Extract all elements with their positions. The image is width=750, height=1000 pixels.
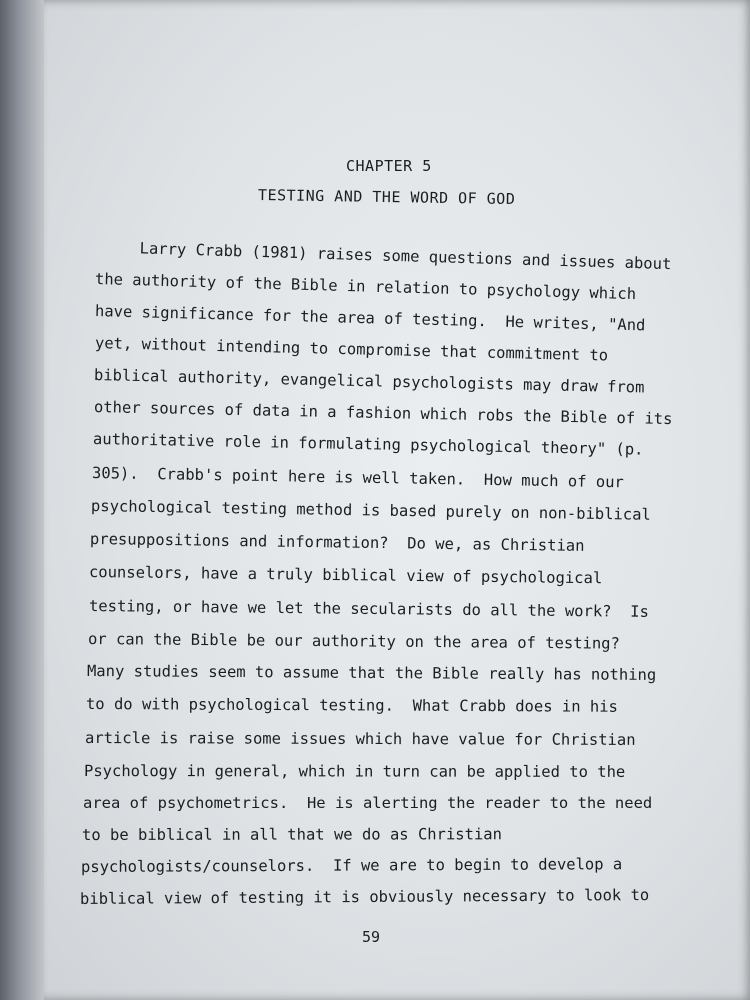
- body-line-8: 305). Crabb's point here is well taken. How much of our: [91, 464, 624, 492]
- body-line-18: area of psychometrics. He is alerting the reader to the need: [83, 794, 653, 812]
- body-line-21: biblical view of testing it is obviously necessary to look to: [79, 886, 650, 908]
- page-number: 59: [362, 928, 381, 946]
- body-line-13: or can the Bible be our authority on the area of testing?: [87, 630, 620, 653]
- body-line-1: Larry Crabb (1981) raises some questions and issues about: [92, 238, 672, 274]
- body-line-20: psychologists/counselors. If we are to begin to develop a: [80, 855, 623, 876]
- body-line-12: testing, or have we let the secularists do all the work? Is: [88, 597, 649, 621]
- chapter-number: CHAPTER 5: [346, 157, 432, 175]
- body-line-5: biblical authority, evangelical psychologists may draw from: [93, 366, 645, 397]
- page-text: [44, 0, 750, 1000]
- body-line-15: to do with psychological testing. What Crabb does in his: [85, 695, 618, 716]
- body-line-17: Psychology in general, which in turn can be applied to the: [83, 762, 626, 781]
- body-line-7: authoritative role in formulating psychological theory" (p.: [92, 430, 644, 459]
- body-line-14: Many studies seem to assume that the Bible really has nothing: [86, 662, 657, 684]
- body-line-16: article is raise some issues which have value for Christian: [84, 729, 636, 749]
- body-line-3: have significance for the area of testing. He writes, "And: [94, 302, 646, 335]
- body-line-4: yet, without intending to compromise that commitment to: [94, 334, 609, 365]
- body-line-6: other sources of data in a fashion which robs the Bible of its: [93, 398, 673, 429]
- chapter-title: TESTING AND THE WORD OF GOD: [257, 186, 516, 209]
- book-page: [44, 0, 750, 1000]
- body-line-11: counselors, have a truly biblical view of psychological: [88, 563, 603, 588]
- body-line-9: psychological testing method is based purely on non-biblical: [90, 497, 651, 524]
- body-line-2: the authority of the Bible in relation to psychology which: [94, 270, 637, 304]
- body-line-10: presuppositions and information? Do we, as Christian: [89, 530, 585, 555]
- body-line-19: to be biblical in all that we do as Christian: [81, 825, 502, 844]
